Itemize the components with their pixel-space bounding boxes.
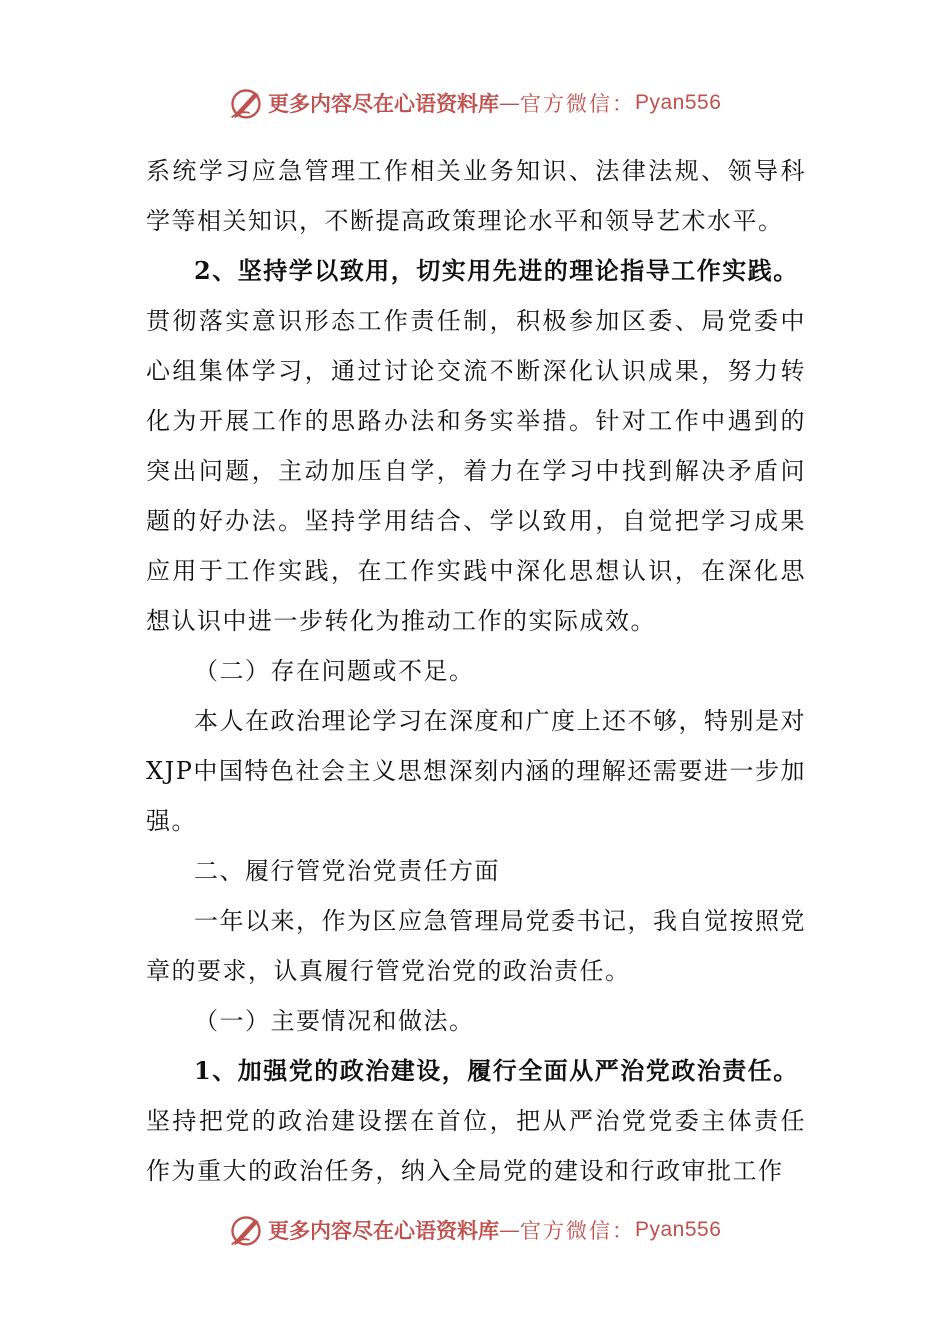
watermark-title: 更多内容尽在心语资料库 <box>268 1218 499 1243</box>
subheading: （一）主要情况和做法。 <box>194 1007 475 1035</box>
pen-logo-icon <box>228 1212 264 1248</box>
paragraph: 坚持把党的政治建设摆在首位，把从严治党党委主体责任作为重大的政治任务，纳入全局党的建设和行政审批工作 <box>146 1107 806 1185</box>
footer-watermark <box>228 1211 721 1249</box>
header-watermark <box>228 84 721 122</box>
paragraph: 一年以来，作为区应急管理局党委书记，我自觉按照党章的要求，认真履行管党治党的政治责任。 <box>146 907 806 985</box>
watermark-dash: — <box>499 1218 520 1242</box>
watermark-wechat-id: Pyan556 <box>635 91 722 114</box>
paragraph: 本人在政治理论学习在深度和广度上还不够，特别是对XJP中国特色社会主义思想深刻内涵的理解还需要进一步加强。 <box>146 707 806 835</box>
subheading: 2、坚持学以致用，切实用先进的理论指导工作实践。 <box>194 256 799 285</box>
paragraph: 系统学习应急管理工作相关业务知识、法律法规、领导科学等相关知识，不断提高政策理论水平和领导艺术水平。 <box>146 157 806 235</box>
body-text <box>146 146 806 1196</box>
paragraph: 贯彻落实意识形态工作责任制，积极参加区委、局党委中心组集体学习，通过讨论交流不断深化认识成果，努力转化为开展工作的思路办法和务实举措。针对工作中遇到的突出问题，主动加压自学，着力在学习中找到解决矛盾问题的好办法。坚持学用结合、学以致用，自觉把学习成果应用于工作实践，在工作实践中深化思想认识，在深化思想认识中进一步转化为推动工作的实际成效。 <box>146 307 806 635</box>
watermark-wechat-label: 官方微信： <box>520 1219 635 1243</box>
subheading: 1、加强党的政治建设，履行全面从严治党政治责任。 <box>194 1056 799 1085</box>
section-heading: 二、履行管党治党责任方面 <box>194 857 500 885</box>
watermark-wechat-label: 官方微信： <box>520 92 635 116</box>
watermark-wechat-id: Pyan556 <box>635 1218 722 1241</box>
watermark-title: 更多内容尽在心语资料库 <box>268 91 499 116</box>
subheading: （二）存在问题或不足。 <box>194 657 475 685</box>
watermark-dash: — <box>499 91 520 115</box>
pen-logo-icon <box>228 85 264 121</box>
